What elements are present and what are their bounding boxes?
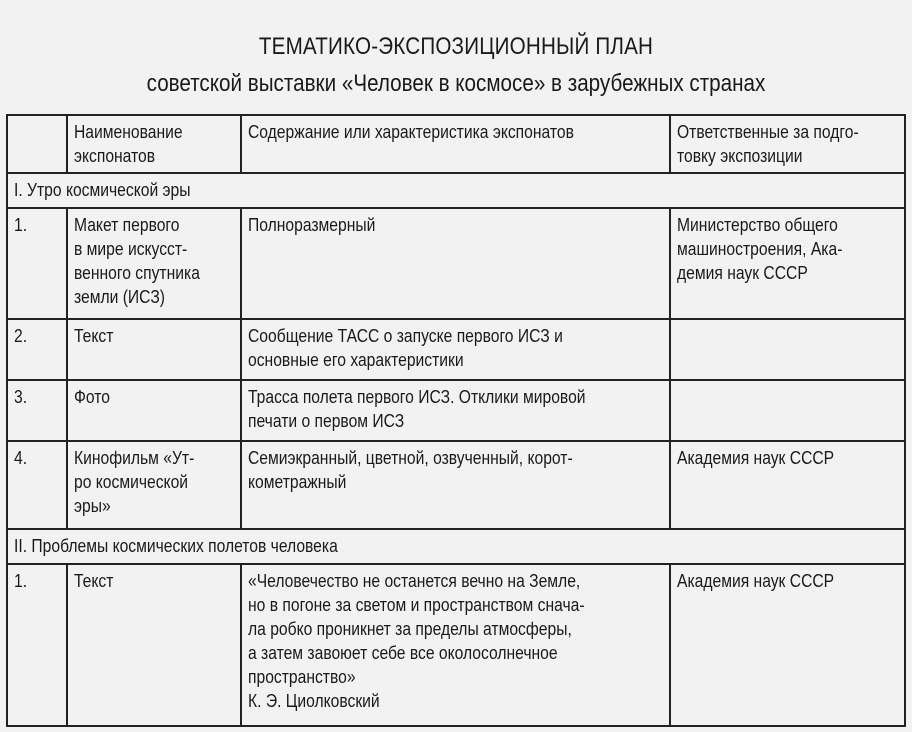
row-responsible [670, 380, 905, 441]
section-title: I. Утро космической эры [7, 173, 905, 208]
section-row [7, 529, 905, 564]
row-content: Семиэкранный, цветной, озвученный, корот- кометражный [241, 441, 670, 529]
row-name: Текст [67, 319, 241, 380]
row-responsible [670, 319, 905, 380]
header-responsible: Ответственные за подго- товку экспозиции [670, 115, 905, 173]
document-title: ТЕМАТИКО-ЭКСПОЗИЦИОННЫЙ ПЛАН [258, 33, 654, 60]
row-name: Макет первого в мире искусст- венного спутника земли (ИСЗ) [67, 208, 241, 319]
row-name: Фото [67, 380, 241, 441]
section-row [7, 173, 905, 208]
row-num: 3. [7, 380, 67, 441]
table-row [7, 208, 905, 319]
table-row [7, 319, 905, 380]
row-content: «Человечество не останется вечно на Земле, но в погоне за светом и пространством снача- ла робко проникнет за пределы атмосферы, а затем завоюет себе все околосолнечное пространство» К. Э. Циолковский [241, 564, 670, 726]
header-num [7, 115, 67, 173]
table-row [7, 380, 905, 441]
row-name: Кинофильм «Ут- ро космической эры» [67, 441, 241, 529]
exhibition-plan-table [6, 114, 906, 727]
row-content: Трасса полета первого ИСЗ. Отклики мировой печати о первом ИСЗ [241, 380, 670, 441]
row-name: Текст [67, 564, 241, 726]
table-row [7, 564, 905, 726]
section-title: II. Проблемы космических полетов человека [7, 529, 905, 564]
table-row [7, 441, 905, 529]
row-responsible: Министерство общего машиностроения, Ака- демия наук СССР [670, 208, 905, 319]
header-content: Содержание или характеристика экспонатов [241, 115, 670, 173]
row-content: Полноразмерный [241, 208, 670, 319]
header-name: Наименование экспонатов [67, 115, 241, 173]
row-num: 2. [7, 319, 67, 380]
row-responsible: Академия наук СССР [670, 441, 905, 529]
table-header-row [7, 115, 905, 173]
row-num: 4. [7, 441, 67, 529]
document-subtitle: советской выставки «Человек в космосе» в зарубежных странах [146, 70, 766, 97]
row-num: 1. [7, 208, 67, 319]
row-responsible: Академия наук СССР [670, 564, 905, 726]
row-content: Сообщение ТАСС о запуске первого ИСЗ и основные его характеристики [241, 319, 670, 380]
document-header [0, 32, 912, 100]
row-num: 1. [7, 564, 67, 726]
